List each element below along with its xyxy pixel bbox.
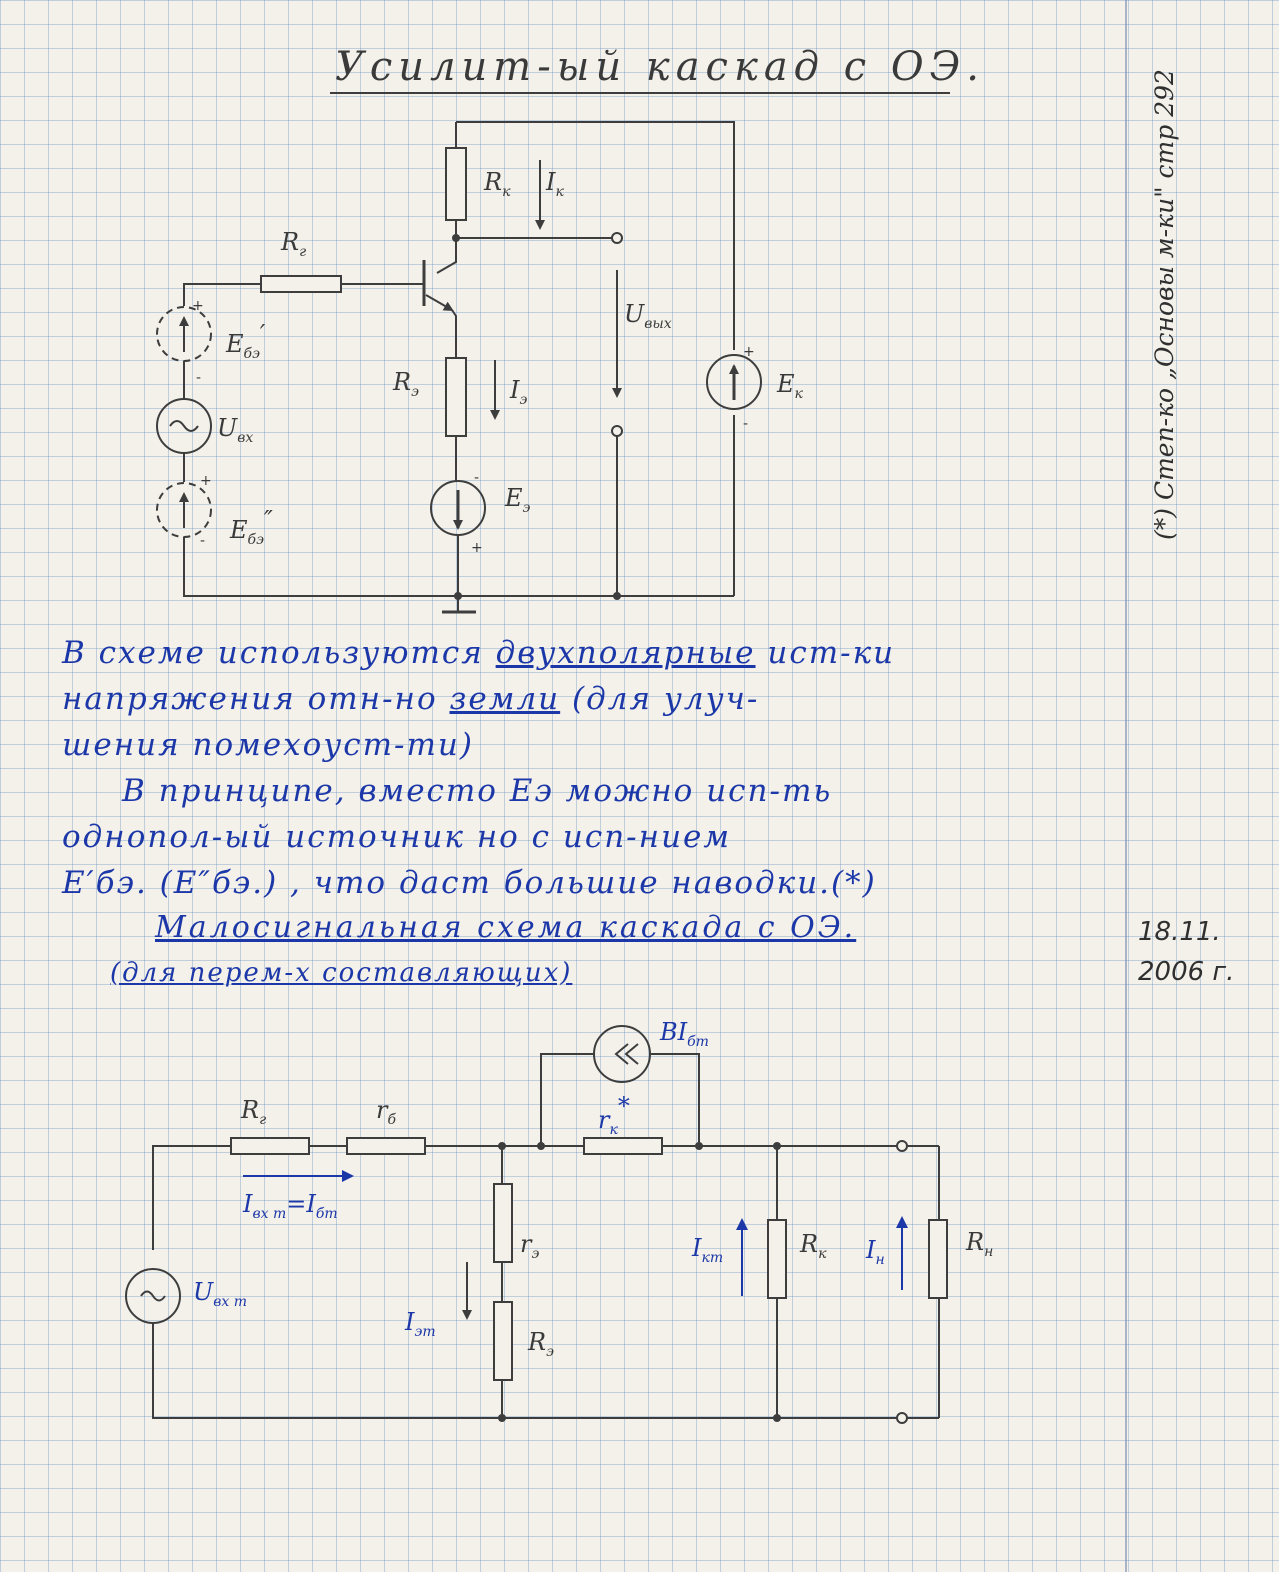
- date-year: 2006 г.: [1138, 957, 1235, 987]
- label-ss-ie: $I_{эm}$: [405, 1308, 436, 1340]
- label-ss-rk: $r_к*$: [598, 1092, 630, 1138]
- source-ss-uin-sine: [141, 1292, 165, 1301]
- label-rg: $R_г$: [281, 228, 307, 260]
- resistor-rg: [261, 276, 341, 292]
- label-ss-in: $I_н$: [866, 1236, 885, 1268]
- label-ss-ik: $I_{кm}$: [692, 1234, 724, 1266]
- note-line-6: E′бэ. (E″бэ.) , что даст большие наводки.(*): [62, 865, 877, 901]
- side-reference: (*) Степ-ко „Основы м-ки" стр 292: [1150, 69, 1179, 540]
- resistor-ss-re-diff: [494, 1184, 512, 1262]
- label-ss-rn: $R_н$: [966, 1228, 994, 1260]
- resistor-ss-rb: [347, 1138, 425, 1154]
- label-re: $R_э$: [393, 368, 419, 400]
- transistor-emitter: [426, 295, 452, 310]
- source-bib-chevrons: [616, 1044, 638, 1064]
- sign-plus-ee: +: [471, 540, 483, 556]
- node-collector: [452, 234, 460, 242]
- label-ss-rg: $R_г$: [241, 1096, 267, 1128]
- resistor-ss-rkl: [768, 1220, 786, 1298]
- terminal-out-bottom: [612, 426, 622, 436]
- wire-src-loop: [541, 1054, 594, 1146]
- label-ss-uin: $U_{вх m}$: [193, 1278, 248, 1310]
- resistor-ss-rg: [231, 1138, 309, 1154]
- label-ee: $E_э$: [505, 484, 531, 516]
- label-ss-re: $R_э$: [528, 1328, 554, 1360]
- note-text: ист-ки: [755, 635, 896, 671]
- wire-ss-top-left: [153, 1146, 231, 1250]
- sign-minus-ebe2: -: [200, 533, 206, 549]
- small-signal-circuit: [126, 1018, 993, 1423]
- label-ss-rkl: $R_к$: [800, 1230, 827, 1262]
- sign-plus-ek: +: [743, 344, 755, 360]
- sign-minus-ek: -: [743, 416, 749, 432]
- wire-emitter: [452, 310, 456, 358]
- label-rk: $R_к$: [484, 168, 511, 200]
- note-line-3: шения помехоуст-ти): [62, 727, 474, 763]
- resistor-ss-re: [494, 1302, 512, 1380]
- node-ground: [454, 592, 462, 600]
- label-ss-iin: $I_{вх m}=I_{бm}$: [243, 1190, 338, 1222]
- wire-top-rail: [456, 122, 734, 350]
- note-text: (для улуч-: [560, 681, 760, 717]
- label-ss-rb: $r_б$: [376, 1096, 397, 1128]
- label-ek: $E_к$: [777, 370, 803, 402]
- note-text: В схеме используются: [62, 635, 496, 671]
- sign-minus-ebe1: -: [196, 370, 202, 386]
- small-signal-subtitle: (для перем-х составляющих): [110, 958, 573, 988]
- label-uin: $U_{вх}$: [217, 414, 254, 446]
- page-title: Усилит-ый каскад с ОЭ.: [335, 44, 985, 90]
- label-uout: $U_{вых}$: [624, 300, 672, 332]
- resistor-ss-rn: [929, 1220, 947, 1298]
- note-text: напряжения отн-но: [62, 681, 450, 717]
- terminal-ss-out-bottom: [897, 1413, 907, 1423]
- resistor-rk: [446, 148, 466, 220]
- resistor-re: [446, 358, 466, 436]
- note-line-4: В принципе, вместо Eэ можно исп-ть: [122, 773, 833, 809]
- label-ik: $I_к$: [546, 168, 564, 200]
- sign-plus-ebe1: +: [192, 298, 204, 314]
- label-ss-bib: $BI_{бm}$: [660, 1018, 709, 1050]
- label-ebe2: $E_{бэ}''$: [230, 506, 273, 548]
- ce-amplifier-circuit: [157, 122, 804, 612]
- source-bib: [594, 1026, 650, 1082]
- terminal-out-top: [612, 233, 622, 243]
- label-ie: $I_э$: [510, 376, 528, 408]
- label-ebe1: $E_{бэ}'$: [226, 320, 266, 362]
- small-signal-title: Малосигнальная схема каскада с ОЭ.: [155, 910, 857, 945]
- sign-minus-ee: -: [474, 470, 480, 486]
- resistor-ss-rk: [584, 1138, 662, 1154]
- node-ss-bottom-e: [498, 1414, 506, 1422]
- label-ss-re-diff: $r_э$: [520, 1230, 540, 1262]
- note-line-5: однопол-ый источник но с исп-нием: [62, 819, 732, 855]
- note-underlined: земли: [449, 681, 561, 717]
- date-day: 18.11.: [1138, 917, 1221, 947]
- wire-src-loop-right: [650, 1054, 699, 1146]
- sign-plus-ebe2: +: [200, 473, 212, 489]
- source-uin-sine: [170, 421, 198, 431]
- note-underlined: двухполярные: [495, 635, 756, 671]
- wire-ss-bottom: [153, 1323, 900, 1418]
- terminal-ss-out-top: [897, 1141, 907, 1151]
- node-ss-bottom-k: [773, 1414, 781, 1422]
- wire-collector: [437, 220, 456, 273]
